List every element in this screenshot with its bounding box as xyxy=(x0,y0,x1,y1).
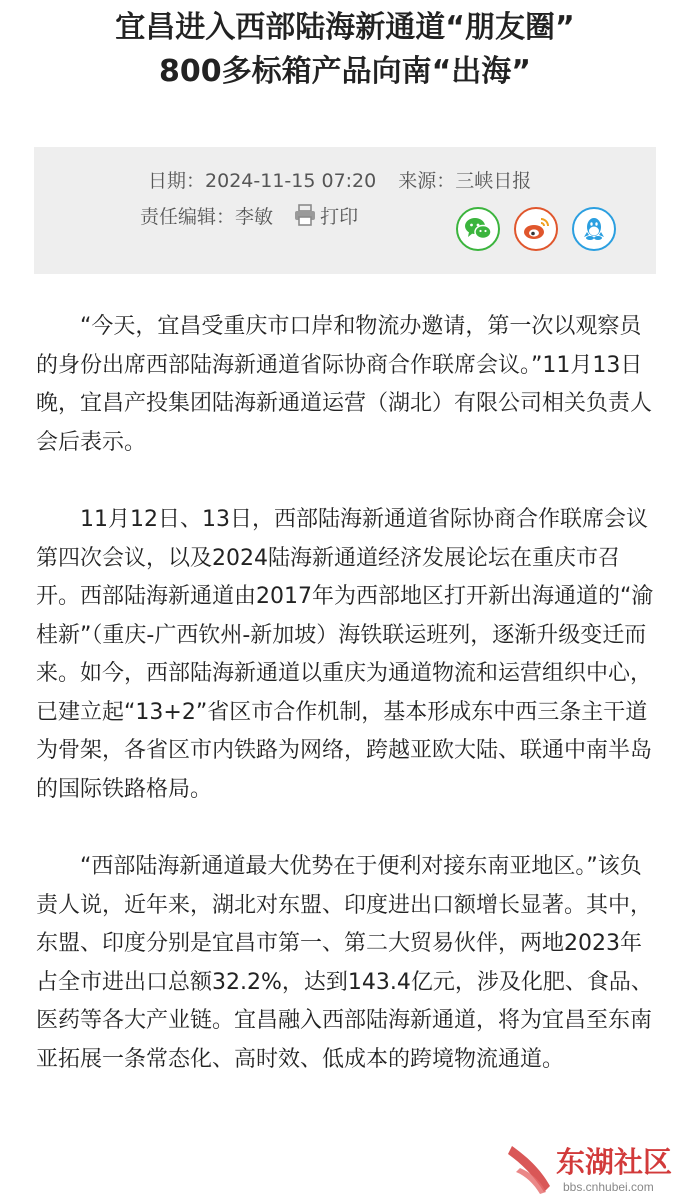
share-wechat-button[interactable] xyxy=(456,207,500,251)
weibo-icon xyxy=(522,217,550,241)
share-weibo-button[interactable] xyxy=(514,207,558,251)
print-label: 打印 xyxy=(320,206,359,228)
meta-date-source xyxy=(148,167,531,195)
wechat-icon xyxy=(464,217,492,241)
paragraph-1: “今天，宜昌受重庆市口岸和物流办邀请，第一次以观察员的身份出席西部陆海新通道省际协商合作联席会议。”11月13日晚，宜昌产投集团陆海新通道运营（湖北）有限公司相关负责人会后表示。 xyxy=(36,314,653,455)
paragraph-2: 11月12日、13日，西部陆海新通道省际协商合作联席会议第四次会议，以及2024陆海新通道经济发展论坛在重庆市召开。西部陆海新通道由2017年为西部地区打开新出海通道的“渝桂新”（重庆-广西钦州-新加坡）海铁联运班列，逐渐升级变迁而来。如今，西部陆海新通道以重庆为通道物流和运营组织中心，已建立起“13+2”省区市合作机制，基本形成东中西三条主干道为骨架，各省区市内铁路为网络，跨越亚欧大陆、联通中南半岛的国际铁路格局。 xyxy=(36,507,654,802)
paragraph-3: “西部陆海新通道最大优势在于便利对接东南亚地区。”该负责人说，近年来，湖北对东盟、印度进出口额增长显著。其中，东盟、印度分别是宜昌市第一、第二大贸易伙伴，两地2023年占全市进出口总额32.2%，达到143.4亿元，涉及化肥、食品、医药等各大产业链。宜昌融入西部陆海新通道，将为宜昌至东南亚拓展一条常态化、高时效、低成本的跨境物流通道。 xyxy=(36,854,653,1072)
article-title xyxy=(0,6,690,94)
print-button[interactable] xyxy=(279,203,358,231)
meta-editor-print xyxy=(140,203,358,231)
source-name: 三峡日报 xyxy=(455,170,532,192)
article-title-line-1: 宜昌进入西部陆海新通道“朋友圈” xyxy=(115,10,575,45)
printer-icon xyxy=(293,204,317,226)
article-meta-box xyxy=(34,147,656,274)
article-body xyxy=(36,308,658,1118)
watermark-url: bbs.cnhubei.com xyxy=(563,1180,654,1194)
article-title-line-2: 800多标箱产品向南“出海” xyxy=(158,54,532,89)
watermark-logo-icon xyxy=(506,1142,558,1196)
qq-icon xyxy=(582,216,606,242)
source-label: 来源： xyxy=(398,170,456,192)
share-qq-button[interactable] xyxy=(572,207,616,251)
watermark-text: 东湖社区 xyxy=(556,1145,673,1179)
editor-label: 责任编辑： xyxy=(140,206,236,228)
date-label: 日期： xyxy=(148,170,206,192)
editor-name: 李敏 xyxy=(235,206,274,228)
watermark xyxy=(506,1142,690,1200)
publish-date: 2024-11-15 07:20 xyxy=(205,170,377,192)
